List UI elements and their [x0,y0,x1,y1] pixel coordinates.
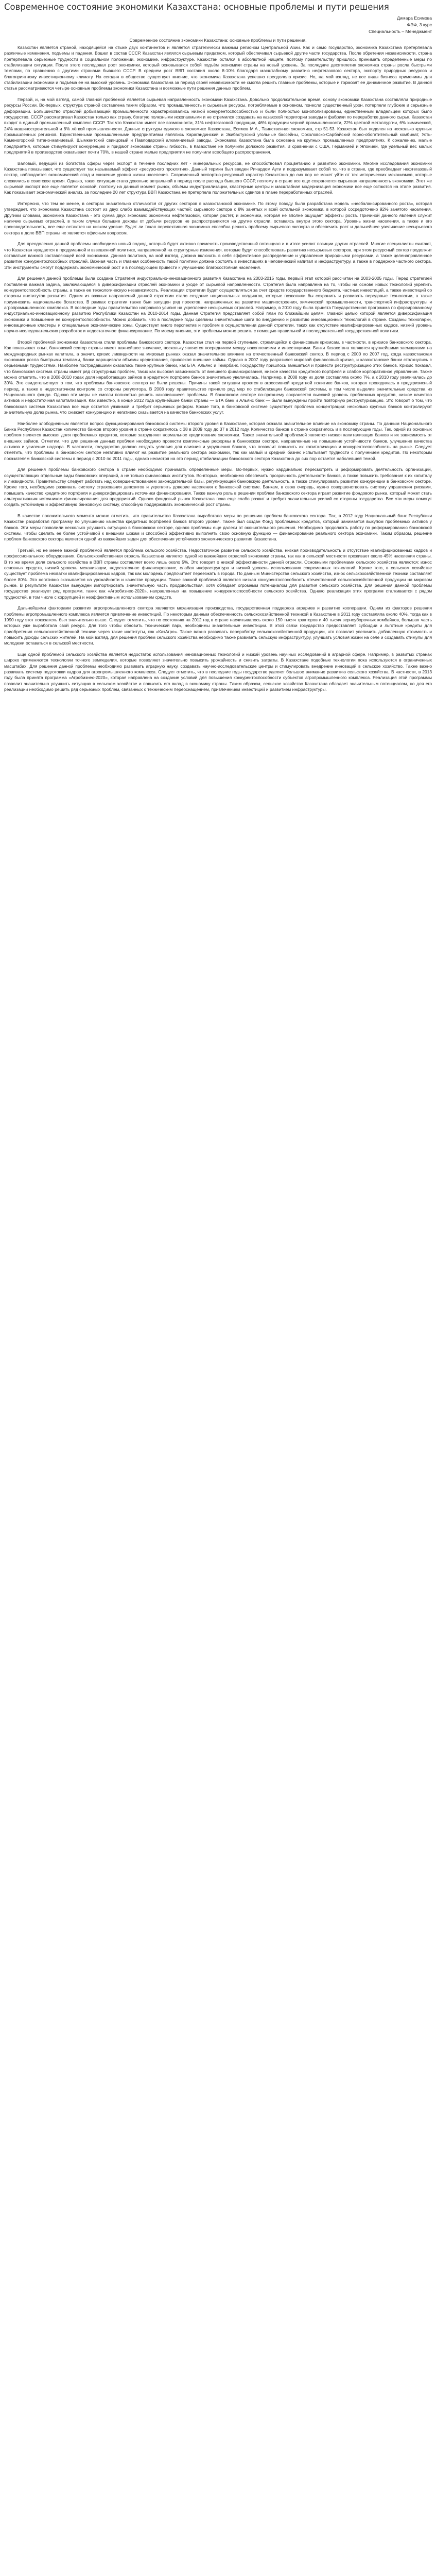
paragraph: Для преодоления данной проблемы необходимо новый подход, который будет активно применять производственный потенциал и в итоге усилит позиции других отраслей. Многие специалисты считают, что Казахстан нуждается в продуманной и взвешенной политике, направленной на структурные изменения, которые будут способствовать развитию несырьевых секторов, при этом ресурсный сектор продолжит оставаться важной составляющей всей экономики. Данная политика, на мой взгляд, должна включать в себя эффективное распределение и управление природными ресурсами, а также целенаправленное развитие конкурентоспособных отраслей. Важная часть и главная особенность такой политики должна состоять в инвестициях в человеческий капитал и инфраструктуру, а также в поддержке частного сектора. Эти инструменты смогут поддержать экономический рост и в последующем привести к улучшению благосостояния населения. [4,241,432,270]
paragraph: Интересно, что тем не менее, в секторах значительно отличаются от других секторов в казахстанской экономике. По этому поводу была разработана модель «несбалансированного роста», которая утверждает, что экономика Казахстана состоит из двух слабо взаимодействующих частей: сырьевого сектора с 8% занятых и всей остальной экономики, в которой сосредоточено 92% занятого населения. Другими словами, экономика Казахстана - это сумма двух экономик: экономики нефтегазовой, которая растет, и экономики, которая не вполне ощущает эффекты роста. Причиной данного явления служит наличие сырьевых отраслей, в таком случае большие доходы от добычи ресурсов не распространяются на другие отрасли, оставаясь внутри этого сектора. Уровень жизни населения, а также и его производительность, все еще остаются на низком уровне. Будет ли такая перспективная экономика способна решить проблему сырьевого экспорта и обеспечить рост и дальнейшее увеличение несырьевого сектора в доле ВВП страны не является офисным вопросом. [4,201,432,235]
article-subtitle: Современное состояние экономики Казахстана: основные проблемы и пути решения. [129,38,307,43]
author-group: ФЭФ, 3 курс [407,22,432,27]
article-page [0,0,436,701]
paragraph: Дальнейшими факторами развития агропромышленного сектора являются механизация производства, государственная поддержка аграриев и развитие кооперации. Одним из факторов решения проблемы агропромышленного комплекса является привлечение инвестиций. По некоторым данным обеспеченность сельскохозяйственной техникой в Казахстане в 2011 году составляла около 40%, тогда как в 1990 году этот показатель был значительно выше. Следует отметить, что по состоянию на 2012 год в стране насчитывалось около 150 тысяч тракторов и 40 тысяч зерноуборочных комбайнов, большая часть которых уже выработала свой ресурс. Для того чтобы обновить технический парк, необходимы значительные инвестиции. В этой связи государство предоставляет субсидии и льготные кредиты для приобретения сельскохозяйственной техники через такие институты, как «КазАгро». Также важно развивать переработку сельскохозяйственной продукции, что позволит увеличить добавленную стоимость и повысить доходы сельских жителей. На мой взгляд, для решения проблем сельского хозяйства необходимо также развивать сельскую инфраструктуру, улучшать условия жизни на селе и создавать стимулы для молодежи оставаться в сельской местности. [4,605,432,646]
article-title: Современное состояние экономики Казахстана: основные проблемы и пути решения [4,2,389,12]
paragraph: Еще одной проблемой сельского хозяйства является недостаток использования инновационных технологий и низкий уровень научных исследований в аграрной сфере. Например, в развитых странах широко применяются технологии точного земледелия, которые позволяют значительно повысить урожайность и снизить затраты. В Казахстане подобные технологии пока используются в ограниченных масштабах. Для решения данной проблемы необходимо развивать аграрную науку, создавать научно-исследовательские центры и стимулировать внедрение инноваций в сельское хозяйство. Также важно развивать систему подготовки кадров для агропромышленного комплекса. Следует отметить, что в последние годы государство уделяет большое внимание развитию сельского хозяйства. В частности, в 2013 году была принята программа «Агробизнес-2020», которая направлена на создание условий для повышения конкурентоспособности субъектов агропромышленного комплекса. Реализация этой программы позволит значительно улучшить ситуацию в сельском хозяйстве и повысить его вклад в экономику страны. Таким образом, сельское хозяйство Казахстана обладает значительным потенциалом, но для его реализации необходимо решить ряд серьезных проблем, связанных с техническим переоснащением, привлечением инвестиций и развитием инфраструктуры. [4,652,432,692]
author-name: Димара Есимова [397,15,432,21]
author-specialty: Специальность – Менеджмент [369,29,432,34]
paragraph: Для решения данной проблемы была создана Стратегия индустриально-инновационного развития Казахстана на 2003-2015 годы, первый этап которой рассчитан на 2003-2005 годы. Перед стратегией поставлена важная задача, заключающаяся в диверсификации отраслей экономики и уходе от сырьевой направленности. Стратегия была направлена на то, чтобы на основе новых технологий укрепить конкурентоспособность страны, а также ее технологическую независимость. Реализация стратегии будет осуществляться за счет средств государственного бюджета, частных инвестиций, а также инвестиций со стороны институтов развития. Одним из важных направлений данной стратегии стало создание национальных холдингов, которые позволили бы сохранить и развивать передовые технологии, а также приумножить национальное богатство. В рамках стратегии также был запущен ряд проектов, направленных на развитие машиностроения, химической промышленности, транспортной инфраструктуры и агропромышленного комплекса. В последние годы правительство направило усилия на укрепление несырьевых отраслей. Например, в 2010 году была принята Государственная программа по форсированному индустриально-инновационному развитию Республики Казахстан на 2010-2014 годы. Данная Стратегия представляет собой план по ближайшим целям, главной целью которой является диверсификация экономики и повышение ее конкурентоспособности. Можно добавить, что в последние годы сделаны значительные шаги по внедрению и развитию инновационных технологий в стране. Созданы технопарки, инновационные кластеры и специальные экономические зоны. Существует много перспектив и проблем в осуществлении данной стратегии, таких как отсутствие квалифицированных кадров, низкий уровень научно-исследовательских разработок и недостаточное финансирование. По моему мнению, эти проблемы можно решить с помощью правильной и последовательной государственной политики. [4,276,432,334]
paragraph: Наиболее злободневным является вопрос функционирования банковской системы второго уровня в Казахстане, которая оказала значительное влияние на экономику страны. По данным Национального Банка Республики Казахстан количество банков второго уровня в стране сократилось с 38 в 2009 году до 37 в 2012 году. Количество банков в стране сократилось и в последующие годы. Так, одной из основных проблем является высокая доля проблемных кредитов, которые затрудняют нормальное кредитование экономики. Также значительной проблемой является низкая капитализация банков и их зависимость от внешних займов. Отметим, что для решения данных проблем необходимо провести комплексные реформы в банковском секторе, направленные на повышение устойчивости банков, улучшение качества активов и усиление надзора. В частности, государство должно создать условия для слияния и укрупнения банков, что позволит повысить их капитализацию и конкурентоспособность на рынке. Следует отметить, что проблемы в банковском секторе негативно влияют на развитие реального сектора экономики, так как малый и средний бизнес испытывает трудности с получением кредитов. По некоторым показателям банковской системы в период с 2010 по 2011 годы, однако несмотря на это период стабилизации банковского сектора Казахстана до сих пор остается наболевшей темой. [4,420,432,461]
paragraph: Валовый, ведущий из богатства сферы через экспорт в течение последних лет - минеральных ресурсов, не способствовал процветанию и развитию экономики. Многие исследования экономики Казахстана показывают, что существует так называемый эффект «ресурсного проклятия». Данный термин был введен Ричардом Аути и подразумевает собой то, что в стране, где преобладает нефтегазовый сектор, наблюдается экономический спад и снижение уровня жизни населения. Современный экспортно-ресурсный характер Казахстана до сих пор не может уйти от тех исторических механизмов, которые сложились в советское время. Однако, такая ситуация стала довольно актуальной в период после распада бывшего СССР, поэтому в стране все еще сохраняется сырьевая направленность экономики. Этот же сырьевой экспорт все еще является основой, поэтому на данный момент рынок, объёмы индустриализации, кластерные центры и масштабная модернизация экономики все еще остаются на этапе развития. Как показывает экономический анализ, за последние 20 лет структура ВВП Казахстана не претерпела положительных сдвигов в плане переработанных отраслей. [4,160,432,195]
paragraph: Третьей, но не менее важной проблемой является проблема сельского хозяйства. Недостаточное развитие сельского хозяйства, низкая производительность и отсутствие квалифицированных кадров и профессионального оборудования. Сельскохозяйственная отрасль Казахстана является одной из важнейших отраслей экономики страны, так как в сельской местности проживает около 45% населения страны. В то же время доля сельского хозяйства в ВВП страны составляет всего лишь около 5%. Это говорит о низкой эффективности данной отрасли. Основными проблемами сельского хозяйства являются: износ основных средств, низкий уровень механизации, недостаточное финансирование, слабая инфраструктура и низкий уровень использования современных технологий. Кроме того, в сельском хозяйстве существует проблема нехватки квалифицированных кадров, так как молодежь предпочитает переезжать в города. По данным Министерства сельского хозяйства, износ сельскохозяйственной техники составляет более 80%. Это негативно сказывается на урожайности и качестве продукции. Также важной проблемой является низкая конкурентоспособность отечественной сельскохозяйственной продукции на мировом рынке. В результате Казахстан вынужден импортировать значительную часть продовольствия, хотя обладает огромным потенциалом для развития сельского хозяйства. Для решения данной проблемы государство реализует ряд программ, таких как «Агробизнес-2020», направленных на повышение конкурентоспособности сельского хозяйства. Однако реализация этих программ сталкивается с рядом трудностей, в том числе с коррупцией и неэффективным использованием средств. [4,548,432,600]
article-body [4,45,432,692]
paragraph: Первой, и, на мой взгляд, самой главной проблемой является сырьевая направленность экономики Казахстана. Довольно продолжительное время, основу экономики Казахстана составляли природные ресурсы России. Во-первых, структура страной составлена таким образом, что промышленность и сырьевые ресурсы, потребляемые в основном, понесли существенный урон, потерпели глубокие и серьезные деформации. Большинство отраслей добывающей промышленности характеризовались низкой конкурентоспособностью и были полностью монополизированы, единственным владельцем которых было государство. СССР рассматривал Казахстан только как страну, богатую полезными ископаемыми и не стремился создавать на казахской территории заводы и фабрики по переработке данного сырья. Казахстан входит в единый промышленный комплекс СССР. Так что Казахстан имеет все возможности, 31% нефтегазовой продукции, 46% продукции черной промышленности, 22% цветной металлургии, 6% химической, 24% машиностроительной и 8% лёгкой промышленности. Данные структуры единого в экономике Казахстана, Есимов М.А., Таинственная экономика, стр 51-53. Казахстан был поделен на несколько крупных промышленных регионов. Единственными промышленными предприятиями являлись Карагандинский и Экибастузский угольные бассейны, Соколовско-Сарбайский горно-обогатительный комбинат, Усть-Каменогорский титано-магниевый, Шымкентский свинцовый и Павлодарский алюминиевый заводы. Экономика Казахстана была основана на крупных промышленных предприятиях. К сожалению, малые предприятия, которые стимулируют конкуренцию и придают экономике страны гибкость, в Казахстане не получили должного развития. В сравнении с США, Германией и Японией, где удельный вес малых предприятий в производстве охватывает почти 70%, в нашей стране малые предприятия не получили всеобщего распространения. [4,97,432,155]
paragraph: Второй проблемой экономики Казахстана стали проблемы банковского сектора. Казахстан стал на первой ступеньке, стремящейся к финансовым кризисам, в частности, в кризисе банковского сектора. Как показывает опыт, банковский сектор страны имеет важнейшее значение, поскольку является посредником между накоплениями и инвестициями. Банки Казахстана являются крупнейшими заемщиками на международных рынках капитала, а значит, кризис ликвидности на мировых рынках оказал значительное влияние на отечественный банковский сектор. В период с 2000 по 2007 год, когда казахстанская экономика росла быстрыми темпами, банки наращивали объемы кредитования, привлекая внешние займы. Однако в 2007 году разразился мировой финансовый кризис, и казахстанские банки столкнулись с серьезными трудностями. Наиболее пострадавшими оказались такие крупные банки, как БТА, Альянс и Темірбанк. Государству пришлось вмешаться и провести реструктуризацию этих банков. Кризис показал, что банковская система страны имеет ряд структурных проблем, таких как высокая зависимость от внешнего финансирования, низкое качество кредитного портфеля и слабое корпоративное управление. Также можно отметить, что в 2008-2010 годах доля неработающих займов в кредитном портфеле банков значительно увеличилась. Например, в 2008 году их доля составляла около 7%, а к 2010 году увеличилась до 30%. Это свидетельствует о том, что проблемы банковского сектора не были решены. Причины такой ситуации кроются в агрессивной кредитной политике банков, которая проводилась в предкризисный период, а также в недостаточном контроле со стороны регулятора. В 2008 году правительство приняло ряд мер по стабилизации банковской системы, в том числе выделив значительные средства из Национального фонда. Однако эти меры не смогли полностью решить накопившиеся проблемы. В банковском секторе по-прежнему сохраняется высокий уровень проблемных кредитов, низкое качество активов и недостаточная капитализация. Как известно, в конце 2012 года крупнейшие банки страны — БТА банк и Альянс банк — были вынуждены пройти повторную реструктуризацию. Это говорит о том, что банковская система Казахстана все еще остается уязвимой и требует серьезных реформ. Кроме того, в банковской системе существует проблема концентрации: несколько крупных банков контролируют значительную долю рынка, что снижает конкуренцию и негативно сказывается на качестве банковских услуг. [4,340,432,415]
paragraph: Казахстан является страной, находящейся на стыке двух континентов и является стратегически важным регионом Центральной Азии. Как и само государство, экономика Казахстана претерпевала различные изменения, подъемы и падения. Вошел в состав СССР, Казахстан являлся сырьевым придатком, который обеспечивал сырьевой другие части государства. После обретения независимости, страна претерпевала серьезные трудности в социальном положении, экономике, инфраструктуре. Казахстан остался в абсолютной нищете, поэтому правительству пришлось принимать определенные меры по стабилизации ситуации. После этого последовал рост экономики, который основывался собой подъём экономики страны на новый уровень. За последние десятилетия экономика страны росла быстрыми темпами, по сравнению с другими странами бывшего СССР. В среднем рост ВВП составил около 8-10% благодаря масштабному развитию нефтегазового сектора, экспорту природных ресурсов и благоприятному инвестиционному климату. На сегодня в обществе существует мнение, что экономика Казахстана успешно преодолела кризис. Но, на мой взгляд, не все виды бизнеса применимы для стабилизации экономики и подъёма ее на высокий уровень. Экономика Казахстана за период своей независимости не смогла решить главные проблемы, которые и тормозят ее динамичное развитие. В данной статье рассматриваются четыре основные проблемы экономики Казахстана и возможные пути решения данных проблем. [4,45,432,91]
paragraph: Для решения проблемы банковского сектора в стране необходимо принимать определенные меры. Во-первых, нужно кардинально пересмотреть и реформировать деятельность организаций, осуществляющих отдельные виды банковских операций, а не только финансовых институтов. Во-вторых, необходимо обеспечить прозрачность деятельности банков, а также повысить требования к их капиталу и ликвидности. Правительству следует работать над совершенствованием законодательной базы, регулирующей банковскую деятельность, а также стимулировать развитие конкуренции в банковском секторе. Кроме того, необходимо развивать систему страхования депозитов и укреплять доверие населения к банковской системе. Банкам, в свою очередь, нужно совершенствовать систему управления рисками, повышать качество кредитного портфеля и диверсифицировать источники финансирования. Также важную роль в решении проблем банковского сектора играет развитие фондового рынка, который может стать альтернативным источником финансирования для предприятий. Однако фондовый рынок Казахстана пока еще слабо развит и требует значительных усилий со стороны государства. Все эти меры помогут создать устойчивую и эффективную банковскую систему, способную поддерживать экономический рост страны. [4,467,432,507]
paragraph: В качестве положительного момента можно отметить, что правительство Казахстана выработало меры по решению проблем банковского сектора. Так, в 2012 году Национальный банк Республики Казахстан разработал программу по улучшению качества кредитных портфелей банков второго уровня. Также был создан Фонд проблемных кредитов, который занимается выкупом проблемных активов у банков. Эти меры позволили несколько улучшить ситуацию в банковском секторе, однако проблемы еще далеки от окончательного решения. Необходимо продолжать работу по реформированию банковской системы, чтобы сделать ее более устойчивой к внешним шокам и способной эффективно выполнять свою основную функцию — финансирование реального сектора экономики. Таким образом, решение проблем банковского сектора является одной из важнейших задач для обеспечения устойчивого экономического развития Казахстана. [4,513,432,542]
